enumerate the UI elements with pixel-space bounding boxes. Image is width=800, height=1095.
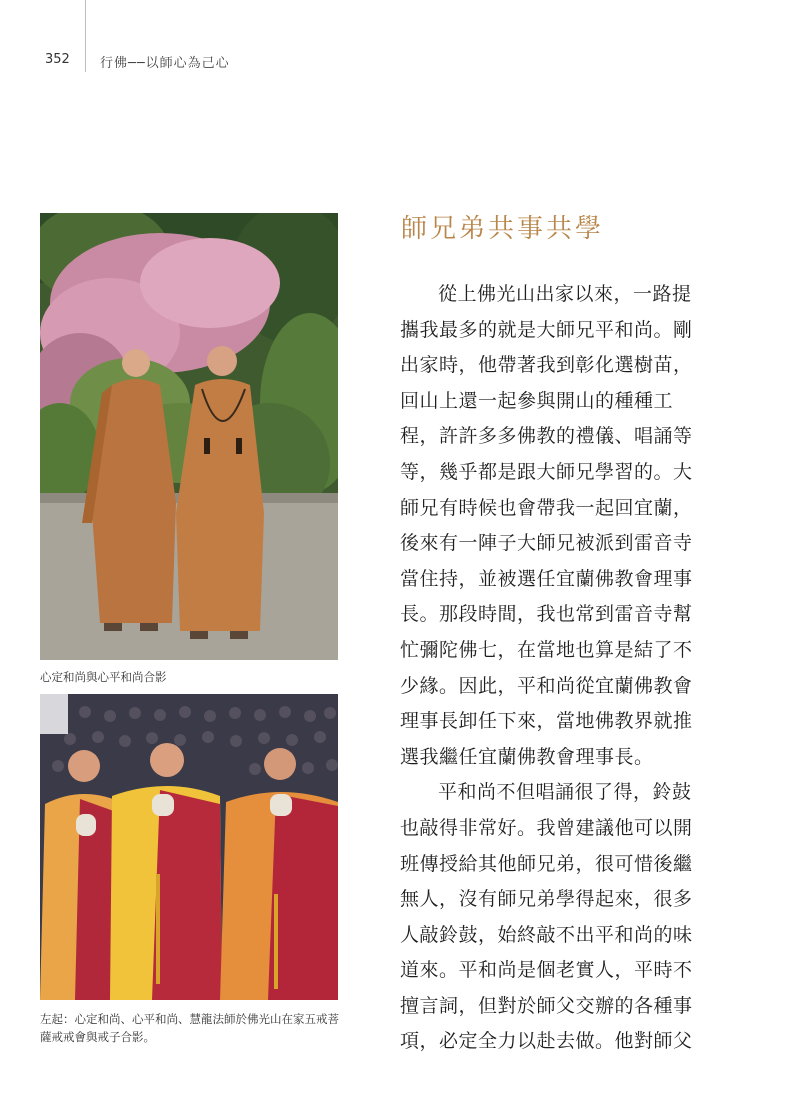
- photo-two-monks-garden-icon: [40, 213, 338, 660]
- header-divider: [85, 0, 86, 72]
- photo-caption: 左起：心定和尚、心平和尚、慧龍法師於佛光山在家五戒菩薩戒戒會與戒子合影。: [40, 1012, 339, 1044]
- paragraph: 平和尚不但唱誦很了得，鈴鼓也敲得非常好。我曾建議他可以開班傳授給其他師兄弟，很可惜後繼無人，沒有師兄弟學得起來，很多人敲鈴鼓，始終敲不出平和尚的味道來。平和尚是個老實人，平時不擅言詞，但對於師父交辦的各種事項，必定全力以赴去做。他對師父: [400, 781, 693, 1053]
- paragraph: 從上佛光山出家以來，一路提攜我最多的就是大師兄平和尚。剛出家時，他帶著我到彰化選樹苗，回山上還一起參與開山的種種工程，許許多多佛教的禮儀、唱誦等等，幾乎都是跟大師兄學習的。大師兄有時候也會帶我一起回宜蘭，後來有一陣子大師兄被派到雷音寺當住持，並被選任宜蘭佛教會理事長。那段時間，我也常到雷音寺幫忙彌陀佛七，在當地也算是結了不少緣。因此，平和尚從宜蘭佛教會理事長卸任下來，當地佛教界就推選我繼任宜蘭佛教會理事長。: [400, 283, 693, 768]
- article-body: [400, 277, 705, 1060]
- photo-two-monks: [40, 213, 338, 660]
- photo-three-monks-ceremony-icon: [40, 694, 338, 1000]
- photo-three-monks: [40, 694, 338, 1000]
- section-title: 師兄弟共事共學: [401, 214, 605, 244]
- running-title: 行佛──以師心為己心: [100, 56, 230, 71]
- page-number: 352: [45, 52, 70, 67]
- photo-caption: 心定和尚與心平和尚合影: [40, 670, 167, 684]
